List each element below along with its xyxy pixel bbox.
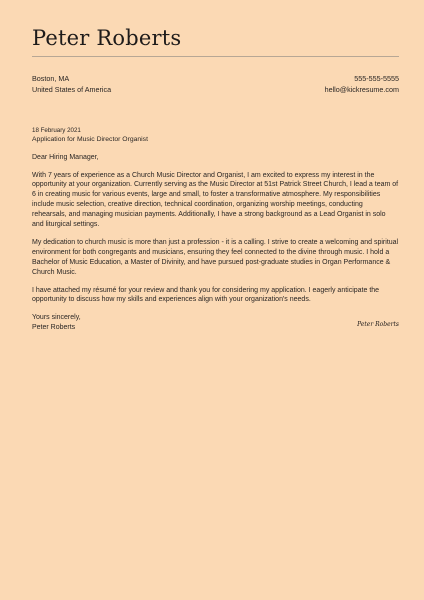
closing-phrase: Yours sincerely,	[32, 314, 81, 322]
contact-details	[325, 73, 399, 95]
paragraph-experience: With 7 years of experience as a Church Music Director and Organist, I am excited to express my interest in the opportunity at your organization. Currently serving as the Music Director at 51st Patrick Street Church, I lead a team of 6 in creating music for various events, large and small, to foster a transformative atmosphere. My responsibilities include music selection, creative direction, technical coordination, organizing worship meetings, conducting rehearsals, and managing musician payments. Additionally, I have a strong background as a Lead Organist in solo and liturgical settings.	[32, 171, 399, 229]
email[interactable]: hello@kickresume.com	[324, 85, 399, 94]
greeting: Dear Hiring Manager,	[32, 153, 99, 161]
paragraph-dedication: My dedication to church music is more than just a profession - it is a calling. I strive to create a welcoming and spiritual environment for both congregants and musicians, ensuring they feel connected to the divine through music. I hold a Bachelor of Music Education, a Master of Divinity, and have pursued post-graduate studies in Organ Performance & Church Music.	[32, 238, 399, 276]
city: Boston, MA	[32, 74, 70, 83]
paragraph-closing: I have attached my résumé for your review and thank you for considering my application. I eagerly anticipate the opportunity to discuss how my skills and experiences align with your organization's needs.	[32, 286, 380, 304]
address-block	[32, 73, 111, 95]
letter-body	[32, 126, 399, 333]
header-divider	[32, 56, 399, 57]
closing-name: Peter Roberts	[32, 324, 76, 332]
phone: 555-555-5555	[354, 74, 399, 83]
signature: Peter Roberts	[357, 321, 399, 328]
applicant-name: Peter Roberts	[32, 26, 182, 50]
letter-subject: Application for Music Director Organist	[32, 136, 148, 143]
country: United States of America	[32, 85, 112, 94]
letter-date: 18 February 2021	[32, 127, 81, 134]
